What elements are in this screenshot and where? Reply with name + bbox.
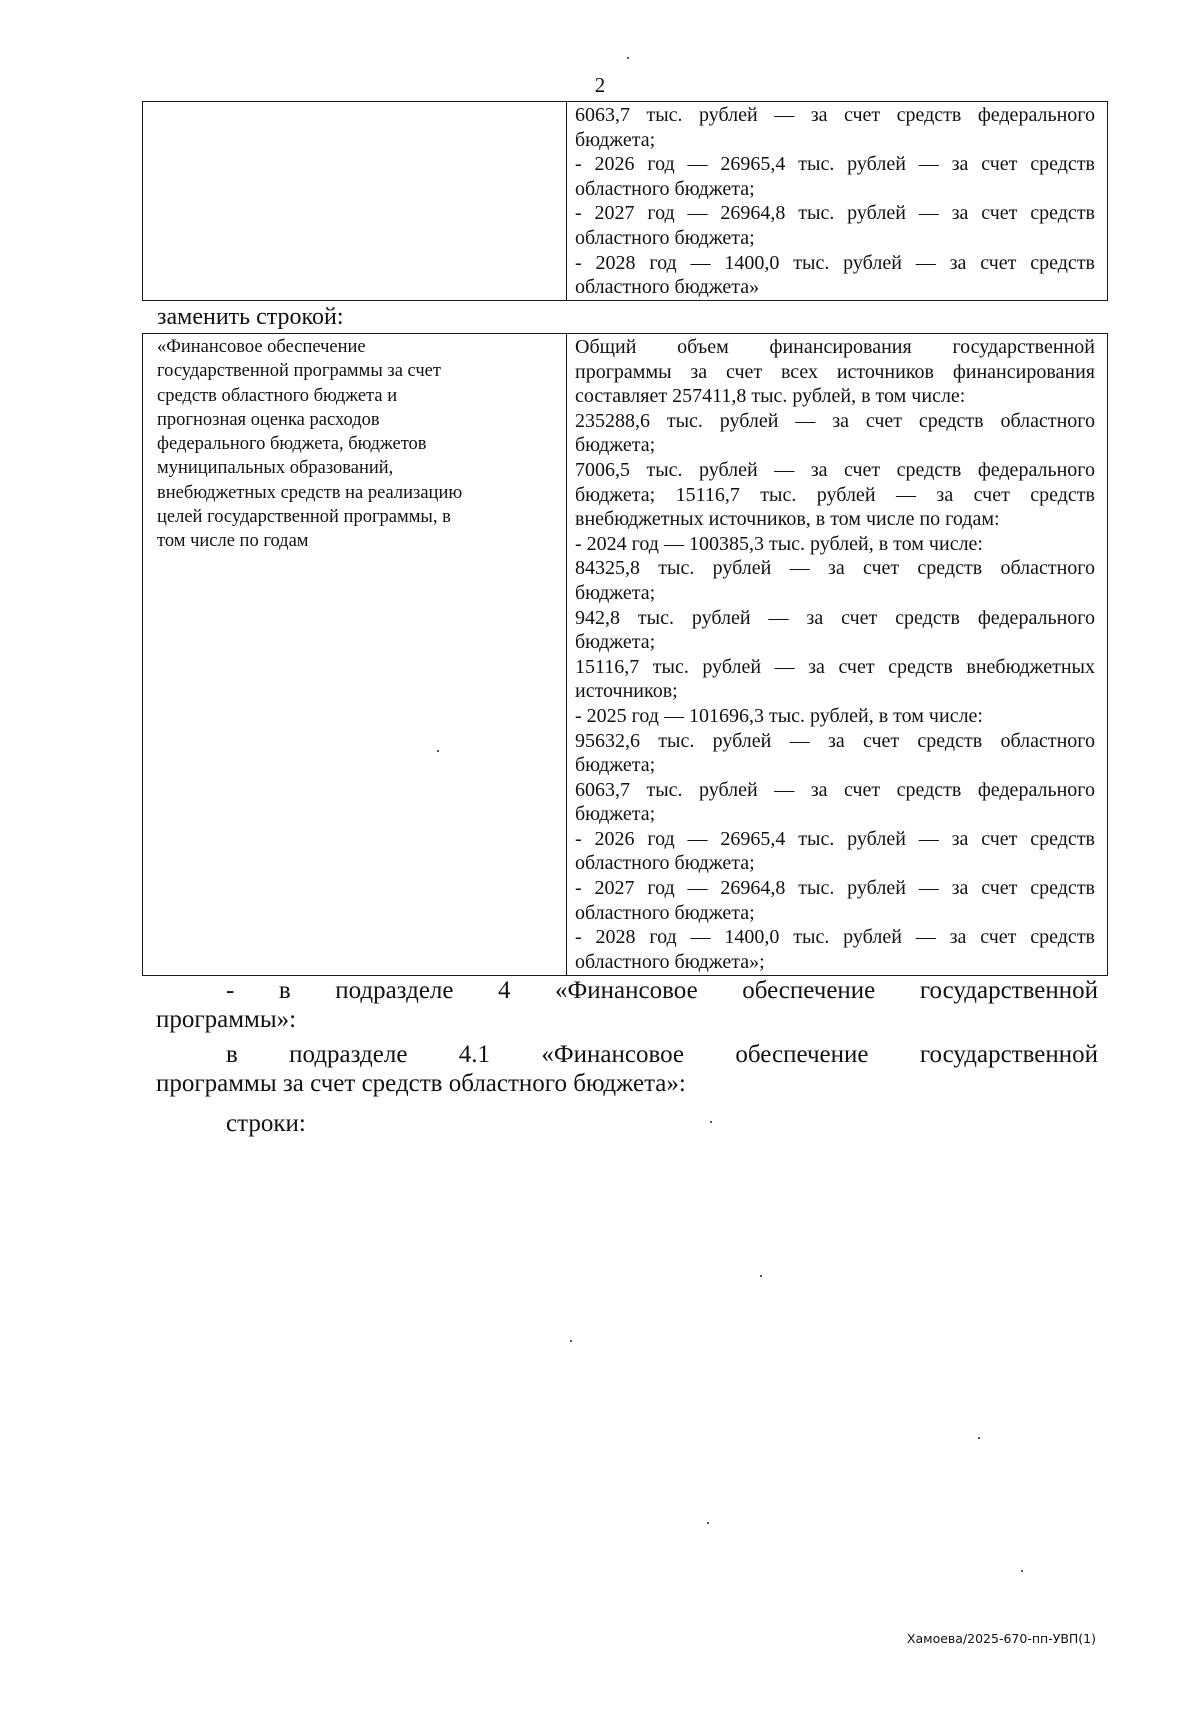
cell-line: бюджета; [575,581,656,604]
cell-line: - 2027 год — 26964,8 тыс. рублей — за счет средств [575,202,1095,225]
cell-line: - 2024 год — 100385,3 тыс. рублей, в том числе: [575,532,983,555]
cell-line: составляет 257411,8 тыс. рублей, в том числе: [575,385,966,408]
scan-speck [710,1121,712,1123]
scan-speck [760,1275,762,1277]
paragraph-line: строки: [226,1110,306,1137]
cell-line: областного бюджета; [575,177,755,200]
cell-line: областного бюджета» [575,276,760,299]
cell-line: - 2027 год — 26964,8 тыс. рублей — за счет средств [575,877,1095,900]
page-number: 2 [594,73,606,97]
right-cell [567,334,1108,976]
left-cell-empty [143,102,567,301]
scan-speck [627,57,629,59]
paragraph-line: - в подразделе 4 «Финансовое обеспечение государственной [226,977,1098,1004]
paragraph-line: в подразделе 4.1 «Финансовое обеспечение государственной [226,1041,1098,1068]
paragraph-line: программы»: [156,1006,297,1033]
cell-line: федерального бюджета, бюджетов [157,434,427,455]
cell-line: 235288,6 тыс. рублей — за счет средств областного [575,409,1095,432]
cell-line: 15116,7 тыс. рублей — за счет средств внебюджетных [575,655,1095,678]
scan-speck [978,1437,980,1439]
cell-line: - 2026 год — 26965,4 тыс. рублей — за счет средств [575,153,1095,176]
cell-line: том числе по годам [157,531,309,552]
replace-label: заменить строкой: [157,304,344,330]
continued-table [142,101,1108,301]
cell-line: Общий объем финансирования государственной [575,336,1095,358]
cell-line: - 2025 год — 101696,3 тыс. рублей, в том числе: [575,704,983,727]
replacement-table [142,333,1108,976]
cell-line: областного бюджета; [575,226,755,249]
scan-speck [570,1340,572,1342]
cell-line: источников; [575,680,678,703]
cell-line: бюджета; [575,754,656,777]
cell-line: бюджета; [575,434,656,457]
cell-line: 95632,6 тыс. рублей — за счет средств областного [575,729,1095,752]
cell-line: государственной программы за счет [157,361,441,382]
cell-line: прогнозная оценка расходов [157,409,380,430]
table-row [143,334,1108,976]
document-code: Хамоева/2025-670-пп-УВП(1) [906,1631,1096,1646]
cell-line: - 2026 год — 26965,4 тыс. рублей — за счет средств [575,827,1095,850]
left-cell [143,334,567,976]
cell-line: бюджета; [575,128,656,151]
cell-line: «Финансовое обеспечение [157,337,366,357]
cell-line: областного бюджета»; [575,950,765,973]
scan-speck [437,750,439,752]
cell-line: целей государственной программы, в [157,507,451,528]
cell-line: - 2028 год — 1400,0 тыс. рублей — за счет средств [575,926,1095,949]
table-row [143,102,1108,301]
cell-line: бюджета; [575,803,656,826]
cell-line: 6063,7 тыс. рублей — за счет средств федерального [575,778,1095,801]
cell-line: областного бюджета; [575,901,755,924]
cell-line: бюджета; 15116,7 тыс. рублей — за счет средств [575,483,1095,506]
cell-line: 84325,8 тыс. рублей — за счет средств областного [575,557,1095,580]
right-cell [567,102,1108,301]
scan-speck [707,1522,709,1524]
cell-line: 6063,7 тыс. рублей — за счет средств федерального [575,104,1095,126]
cell-line: - 2028 год — 1400,0 тыс. рублей — за счет средств [575,251,1095,274]
cell-line: программы за счет всех источников финансирования [575,360,1095,383]
paragraph-line: программы за счет средств областного бюджета»: [156,1070,686,1097]
cell-line: 942,8 тыс. рублей — за счет средств федерального [575,606,1095,629]
cell-line: 7006,5 тыс. рублей — за счет средств федерального [575,458,1095,481]
cell-line: областного бюджета; [575,852,755,875]
cell-line: внебюджетных источников, в том числе по годам: [575,508,1000,531]
scan-speck [1021,1570,1023,1572]
cell-line: бюджета; [575,631,656,654]
cell-line: муниципальных образований, [157,458,394,479]
cell-line: внебюджетных средств на реализацию [157,482,463,503]
cell-line: средств областного бюджета и [157,385,398,406]
